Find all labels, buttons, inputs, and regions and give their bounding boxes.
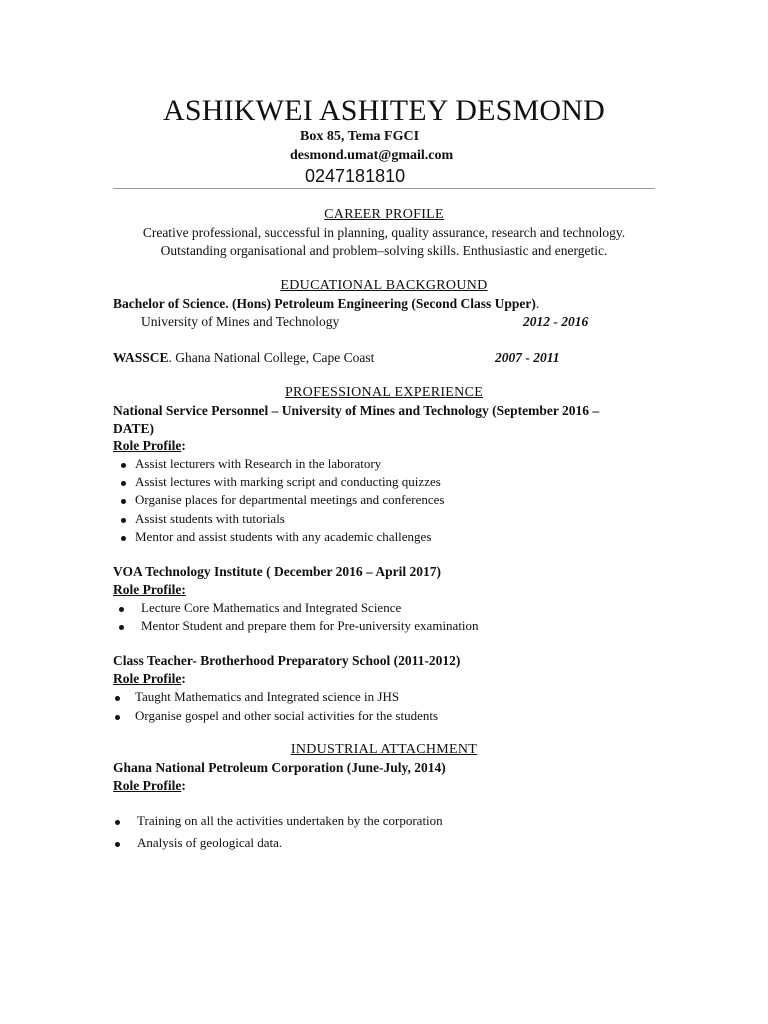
wassce-years: 2007 - 2011 (495, 350, 560, 365)
job2-title: VOA Technology Institute ( December 2016 – April 2017) (113, 564, 441, 579)
job3-title: Class Teacher- Brotherhood Preparatory School (2011-2012) (113, 653, 461, 668)
job1-role-label-text: Role Profile (113, 438, 182, 453)
email-address: desmond.umat@gmail.com (290, 148, 454, 163)
list-item: Analysis of geological data. (137, 835, 283, 850)
education-heading: EDUCATIONAL BACKGROUND (280, 278, 488, 293)
attachment-title: Ghana National Petroleum Corporation (June-July, 2014) (113, 760, 446, 775)
job1-role-profile-label (113, 438, 186, 454)
bullet-icon (121, 463, 126, 468)
list-item: Mentor Student and prepare them for Pre-university examination (141, 618, 479, 633)
job3-role-profile-label (113, 671, 186, 687)
wassce-line (113, 350, 374, 366)
bullet-icon (121, 481, 126, 486)
degree-title: Bachelor of Science. (Hons) Petroleum Engineering (Second Class Upper) (113, 296, 536, 311)
list-item: Lecture Core Mathematics and Integrated Science (141, 600, 402, 615)
header-divider (113, 188, 655, 189)
bullet-icon (115, 842, 120, 847)
bullet-icon (115, 696, 120, 701)
career-profile-heading: CAREER PROFILE (324, 207, 444, 222)
phone-number: 0247181810 (305, 166, 406, 186)
bullet-icon (121, 536, 126, 541)
list-item: Assist students with tutorials (135, 511, 285, 526)
bullet-icon (121, 499, 126, 504)
university-years: 2012 - 2016 (523, 314, 589, 329)
wassce-label: WASSCE (113, 350, 169, 365)
list-item: Assist lecturers with Research in the laboratory (135, 456, 382, 471)
degree-period: . (535, 296, 540, 311)
list-item: Assist lectures with marking script and conducting quizzes (135, 474, 441, 489)
list-item: Mentor and assist students with any academic challenges (135, 529, 432, 544)
job1-role-colon: : (181, 438, 186, 453)
wassce-school: . Ghana National College, Cape Coast (168, 350, 375, 365)
postal-address: Box 85, Tema FGCI (300, 129, 420, 144)
career-profile-line-1: Creative professional, successful in planning, quality assurance, research and technology. (142, 225, 626, 240)
attachment-role-label-text: Role Profile (113, 778, 182, 793)
attachment-role-profile-label (113, 778, 186, 794)
experience-heading: PROFESSIONAL EXPERIENCE (284, 385, 484, 400)
bullet-icon (115, 820, 120, 825)
career-profile-line-2: Outstanding organisational and problem–solving skills. Enthusiastic and energetic. (160, 243, 608, 258)
list-item: Organise gospel and other social activities for the students (135, 708, 439, 723)
candidate-name: ASHIKWEI ASHITEY DESMOND (163, 94, 605, 127)
attachment-role-colon: : (181, 778, 186, 793)
job2-role-profile-label: Role Profile: (113, 582, 186, 597)
university-name: University of Mines and Technology (141, 314, 340, 329)
degree-line (113, 296, 539, 312)
job3-role-colon: : (181, 671, 186, 686)
list-item: Training on all the activities undertaken by the corporation (137, 813, 443, 828)
job1-title-line-1: National Service Personnel – University of Mines and Technology (September 2016 – (113, 403, 600, 418)
job3-role-label-text: Role Profile (113, 671, 182, 686)
bullet-icon (119, 625, 124, 630)
list-item: Taught Mathematics and Integrated science in JHS (135, 689, 400, 704)
job1-title-line-2: DATE) (113, 421, 155, 436)
bullet-icon (121, 518, 126, 523)
attachment-heading: INDUSTRIAL ATTACHMENT (290, 742, 478, 757)
list-item: Organise places for departmental meetings and conferences (135, 492, 445, 507)
bullet-icon (119, 607, 124, 612)
bullet-icon (115, 715, 120, 720)
